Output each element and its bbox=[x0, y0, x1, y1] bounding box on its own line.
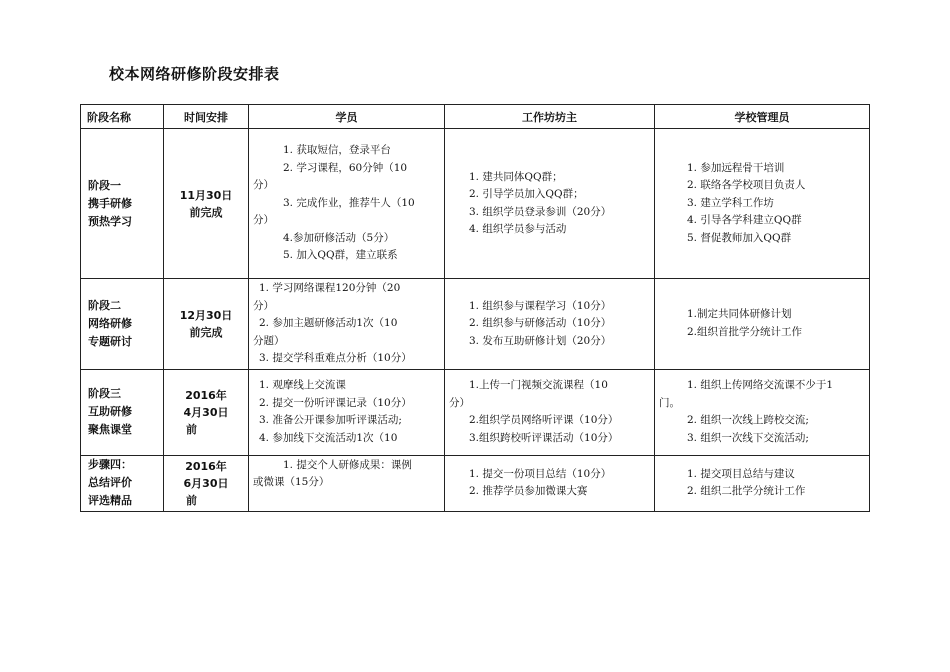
admin-item: 5. 督促教师加入QQ群 bbox=[687, 231, 792, 244]
stage-cell bbox=[81, 129, 164, 279]
student-item: 5. 加入QQ群，建立联系 bbox=[283, 249, 398, 262]
student-cell bbox=[249, 129, 445, 279]
student-cell bbox=[249, 455, 445, 511]
time-cell bbox=[164, 369, 249, 455]
time-line: 前 bbox=[186, 422, 197, 436]
owner-item: 3. 发布互助研修计划（20分） bbox=[469, 334, 612, 347]
student-item: 1. 学习网络课程120分钟（20 bbox=[259, 282, 401, 294]
admin-item: 1. 提交项目总结与建议 bbox=[687, 467, 795, 480]
stage-line: 聚焦课堂 bbox=[88, 423, 132, 436]
stage-line: 互助研修 bbox=[88, 405, 132, 418]
time-line: 2016年 bbox=[185, 459, 227, 473]
owner-item: 1. 组织参与课程学习（10分） bbox=[469, 299, 612, 312]
owner-item: 2. 引导学员加入QQ群； bbox=[469, 188, 584, 200]
student-item: 或微课（15分） bbox=[253, 476, 330, 488]
document-title: 校本网络研修阶段安排表 bbox=[109, 65, 280, 83]
table-header-row bbox=[81, 105, 870, 129]
time-line: 6月30日 bbox=[183, 476, 229, 490]
admin-cell bbox=[655, 369, 870, 455]
student-item: 分） bbox=[253, 214, 274, 227]
header-stage-name: 阶段名称 bbox=[81, 105, 164, 129]
admin-item: 3. 建立学科工作坊 bbox=[687, 196, 774, 209]
owner-item: 1. 建共同体QQ群； bbox=[469, 170, 563, 183]
time-cell bbox=[164, 455, 249, 511]
owner-cell bbox=[445, 279, 655, 370]
stage-line: 阶段一 bbox=[88, 178, 121, 192]
owner-item: 2. 推荐学员参加微课大赛 bbox=[469, 485, 588, 497]
student-cell bbox=[249, 279, 445, 370]
stage-line: 预热学习 bbox=[88, 214, 132, 228]
student-item: 4.参加研修活动（5分） bbox=[283, 231, 395, 244]
stage-cell bbox=[81, 455, 164, 511]
time-line: 11月30日 bbox=[179, 188, 233, 202]
owner-cell bbox=[445, 455, 655, 511]
stage-line: 网络研修 bbox=[88, 316, 132, 330]
owner-item: 2. 组织参与研修活动（10分） bbox=[469, 317, 612, 329]
student-item: 3. 准备公开课参加听评课活动; bbox=[259, 414, 402, 426]
stage-cell bbox=[81, 369, 164, 455]
table-row bbox=[81, 455, 870, 511]
admin-cell bbox=[655, 455, 870, 511]
owner-item: 1.上传一门视频交流课程（10 bbox=[469, 379, 608, 391]
table-row bbox=[81, 129, 870, 279]
time-line: 前 bbox=[186, 493, 197, 507]
admin-item: 2. 联络各学校项目负责人 bbox=[687, 179, 806, 192]
student-item: 1. 提交个人研修成果：课例 bbox=[283, 458, 412, 471]
time-line: 2016年 bbox=[185, 388, 227, 402]
student-cell bbox=[249, 369, 445, 455]
stage-line: 阶段三 bbox=[88, 387, 121, 400]
admin-item: 2.组织首批学分统计工作 bbox=[687, 325, 803, 338]
student-item: 2. 参加主题研修活动1次（10 bbox=[259, 317, 398, 329]
admin-item: 1. 参加远程骨干培训 bbox=[687, 161, 785, 174]
schedule-table bbox=[80, 104, 870, 512]
header-school-admin: 学校管理员 bbox=[655, 105, 870, 129]
student-item: 分） bbox=[253, 299, 274, 312]
owner-cell bbox=[445, 369, 655, 455]
stage-line: 步骤四： bbox=[88, 458, 132, 471]
admin-cell bbox=[655, 279, 870, 370]
stage-line: 评选精品 bbox=[88, 494, 132, 507]
admin-item: 2. 组织二批学分统计工作 bbox=[687, 485, 806, 497]
owner-cell bbox=[445, 129, 655, 279]
admin-cell bbox=[655, 129, 870, 279]
owner-item: 1. 提交一份项目总结（10分） bbox=[469, 467, 612, 480]
time-line: 12月30日 bbox=[179, 308, 233, 322]
student-item: 4. 参加线下交流活动1次（10 bbox=[259, 431, 398, 444]
stage-line: 阶段二 bbox=[88, 298, 121, 312]
header-workshop-owner: 工作坊坊主 bbox=[445, 105, 655, 129]
admin-item: 3. 组织一次线下交流活动; bbox=[687, 431, 809, 444]
owner-item: 分） bbox=[449, 396, 470, 409]
owner-item: 4. 组织学员参与活动 bbox=[469, 223, 567, 235]
stage-line: 专题研讨 bbox=[88, 334, 132, 348]
owner-item: 3.组织跨校听评课活动（10分） bbox=[469, 431, 619, 444]
owner-item: 2.组织学员网络听评课（10分） bbox=[469, 414, 619, 426]
time-cell bbox=[164, 279, 249, 370]
table-row bbox=[81, 369, 870, 455]
time-line: 前完成 bbox=[189, 325, 223, 339]
student-item: 3. 完成作业，推荐牛人（10 bbox=[283, 196, 415, 209]
student-item: 3. 提交学科重难点分析（10分） bbox=[259, 352, 412, 364]
owner-item: 3. 组织学员登录参训（20分） bbox=[469, 205, 612, 218]
stage-cell bbox=[81, 279, 164, 370]
admin-item: 2. 组织一次线上跨校交流; bbox=[687, 414, 809, 426]
student-item: 分题） bbox=[253, 334, 285, 347]
stage-line: 总结评价 bbox=[88, 476, 132, 489]
admin-item: 1.制定共同体研修计划 bbox=[687, 308, 792, 321]
time-line: 4月30日 bbox=[183, 405, 229, 419]
admin-item: 1. 组织上传网络交流课不少于1 bbox=[687, 379, 834, 391]
stage-line: 携手研修 bbox=[88, 196, 132, 210]
admin-item: 门。 bbox=[659, 396, 680, 409]
header-time: 时间安排 bbox=[164, 105, 249, 129]
table-row bbox=[81, 279, 870, 370]
student-item: 1. 观摩线上交流课 bbox=[259, 379, 346, 391]
header-student: 学员 bbox=[249, 105, 445, 129]
student-item: 1. 获取短信，登录平台 bbox=[283, 144, 391, 157]
time-cell bbox=[164, 129, 249, 279]
time-line: 前完成 bbox=[189, 205, 223, 219]
admin-item: 4. 引导各学科建立QQ群 bbox=[687, 214, 802, 227]
student-item: 分） bbox=[253, 179, 274, 192]
student-item: 2. 提交一份听评课记录（10分） bbox=[259, 396, 412, 409]
student-item: 2. 学习课程，60分钟（10 bbox=[283, 161, 408, 174]
